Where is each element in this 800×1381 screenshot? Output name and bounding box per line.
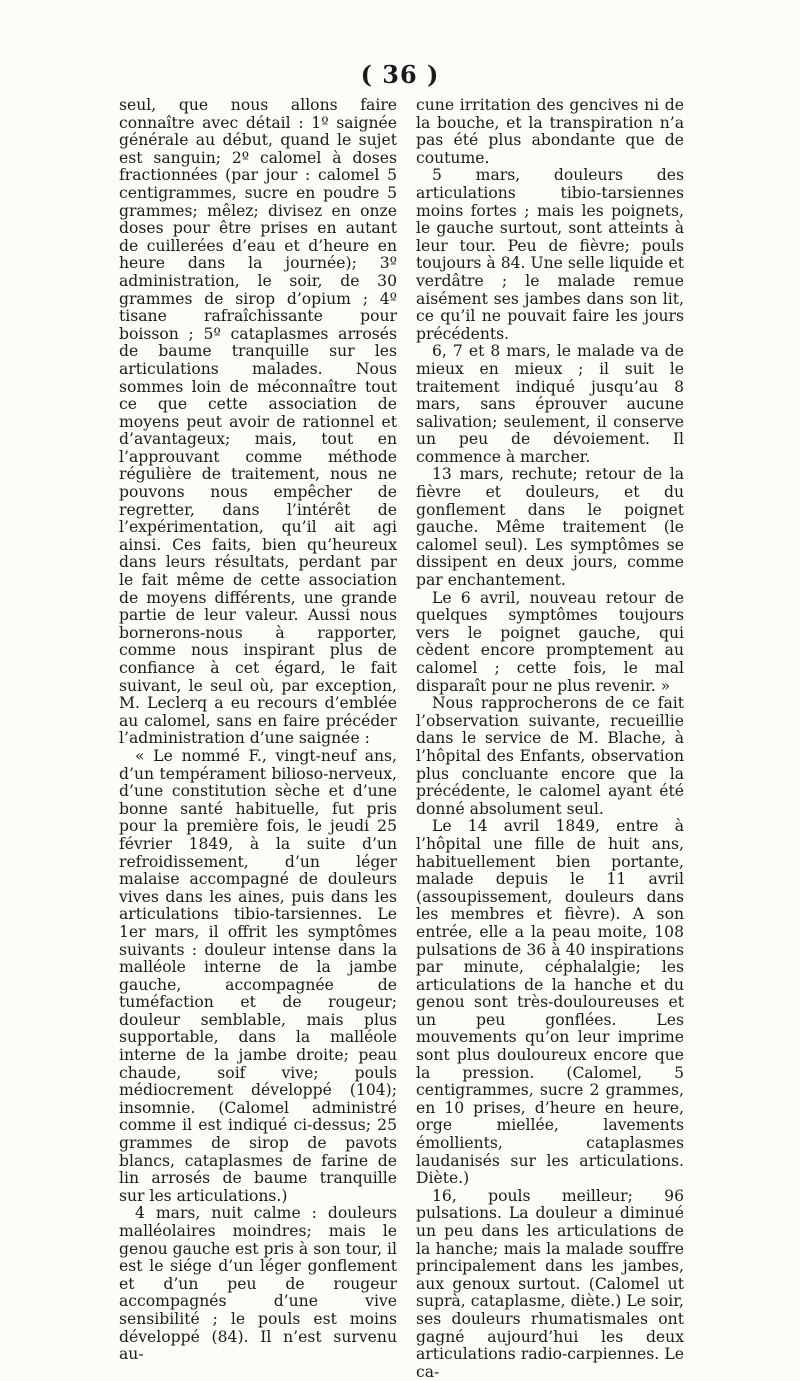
- paragraph: 16, pouls meilleur; 96 pulsations. La douleur a diminué un peu dans les articulations de la hanche; mais la malade souffre principalement dans les jambes, aux genoux surtout. (Calomel ut suprà, cataplasme, diète.) Le soir, ses douleurs rhumatismales ont gagné aujourd’hui les deux articulations radio-carpiennes. Le ca-: [416, 1186, 684, 1381]
- paragraph: cune irritation des gencives ni de la bouche, et la transpiration n’a pas été plus abondante que de coutume.: [416, 96, 684, 167]
- right-column: [416, 97, 684, 1381]
- paragraph: Nous rapprocherons de ce fait l’observation suivante, recueillie dans le service de M. Blache, à l’hôpital des Enfants, observation plus concluante encore que la précédente, le calomel ayant été donné absolument seul.: [416, 694, 684, 818]
- paragraph: Le 14 avril 1849, entre à l’hôpital une fille de huit ans, habituellement bien portante, malade depuis le 11 avril (assoupissement, douleurs dans les membres et fièvre). A son entrée, elle a la peau moite, 108 pulsations de 36 à 40 inspirations par minute, céphalalgie; les articulations de la hanche et du genou sont très-douloureuses et un peu gonflées. Les mouvements qu’on leur imprime sont plus douloureux encore que la pression. (Calomel, 5 centigrammes, sucre 2 grammes, en 10 prises, d’heure en heure, orge miellée, lavements émollients, cataplasmes laudanisés sur les articulations. Diète.): [416, 817, 684, 1188]
- paragraph: « Le nommé F., vingt-neuf ans, d’un tempérament bilioso-nerveux, d’une constitution sèche et d’une bonne santé habituelle, fut pris pour la première fois, le jeudi 25 février 1849, à la suite d’un refroidissement, d’un léger malaise accompagné de douleurs vives dans les aines, puis dans les articulations tibio-tarsiennes. Le 1er mars, il offrit les symptômes suivants : douleur intense dans la malléole interne de la jambe gauche, accompagnée de tuméfaction et de rougeur; douleur semblable, mais plus supportable, dans la malléole interne de la jambe droite; peau chaude, soif vive; pouls médiocrement développé (104); insomnie. (Calomel administré comme il est indiqué ci-dessus; 25 grammes de sirop de pavots blancs, cataplasmes de farine de lin arrosés de baume tranquille sur les articulations.): [119, 746, 397, 1205]
- paragraph: Le 6 avril, nouveau retour de quelques symptômes toujours vers le poignet gauche, qui cèdent encore promptement au calomel ; cette fois, le mal disparaît pour ne plus revenir. »: [416, 588, 684, 695]
- paragraph: 13 mars, rechute; retour de la fièvre et douleurs, et du gonflement dans le poignet gauche. Même traitement (le calomel seul). Les symptômes se dissipent en deux jours, comme par enchantement.: [416, 465, 684, 590]
- paragraph: 4 mars, nuit calme : douleurs malléolaires moindres; mais le genou gauche est pris à son tour, il est le siége d’un léger gonflement et d’un peu de rougeur accompagnés d’une vive sensibilité ; le pouls est moins développé (84). Il n’est survenu au-: [119, 1204, 397, 1364]
- paragraph: 5 mars, douleurs des articulations tibio-tarsiennes moins fortes ; mais les poignets, le gauche surtout, sont atteints à leur tour. Peu de fièvre; pouls toujours à 84. Une selle liquide et verdâtre ; le malade remue aisément ses jambes dans son lit, ce qu’il ne pouvait faire les jours précédents.: [416, 166, 684, 343]
- paragraph: 6, 7 et 8 mars, le malade va de mieux en mieux ; il suit le traitement indiqué jusqu’au 8 mars, sans éprouver aucune salivation; seulement, il conserve un peu de dévoiement. Il commence à marcher.: [416, 342, 684, 466]
- page-number: ( 36 ): [360, 60, 440, 89]
- paragraph: seul, que nous allons faire connaître avec détail : 1º saignée générale au début, quand le sujet est sanguin; 2º calomel à doses fractionnées (par jour : calomel 5 centigrammes, sucre en poudre 5 grammes; mêlez; divisez en onze doses pour être prises en autant de cuillerées d’eau et d’heure en heure dans la journée); 3º administration, le soir, de 30 grammes de sirop d’opium ; 4º tisane rafraîchissante pour boisson ; 5º cataplasmes arrosés de baume tranquille sur les articulations malades. Nous sommes loin de méconnaître tout ce que cette association de moyens peut avoir de rationnel et d’avantageux; mais, tout en l’approuvant comme méthode régulière de traitement, nous ne pouvons nous empêcher de regretter, dans l’intérêt de l’expérimentation, qu’il ait agi ainsi. Ces faits, bien qu’heureux dans leurs résultats, perdant par le fait même de cette association de moyens différents, une grande partie de leur valeur. Aussi nous bornerons-nous à rapporter, comme nous inspirant plus de confiance à cet égard, le fait suivant, le seul où, par exception, M. Leclerq a eu recours d’emblée au calomel, sans en faire précéder l’administration d’une saignée :: [119, 96, 397, 748]
- left-column: [119, 97, 397, 1364]
